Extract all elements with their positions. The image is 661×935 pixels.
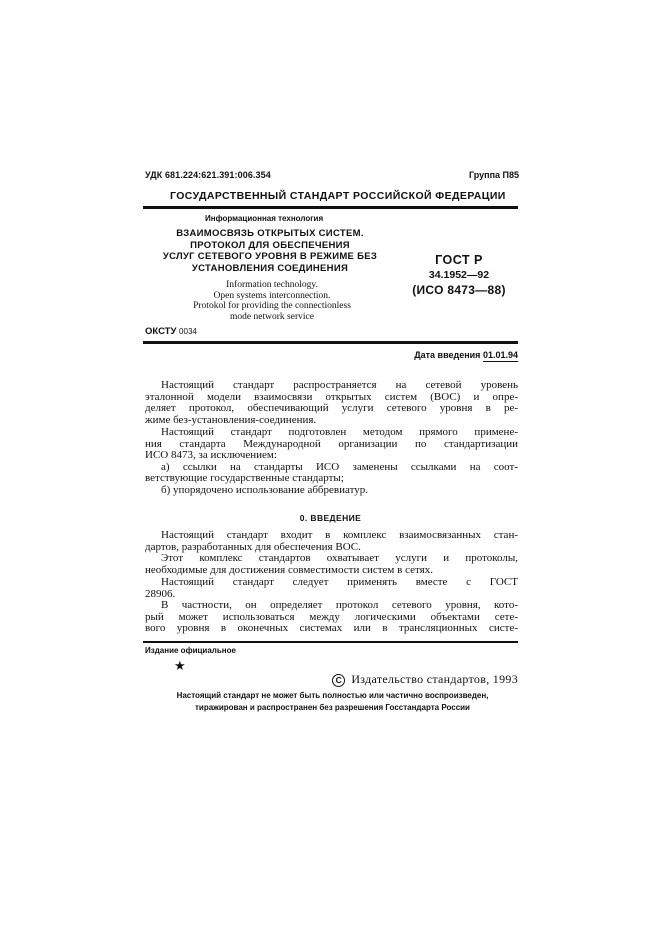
paragraph-preparation [145,427,518,497]
text-line: В частности, он определяет протокол сетевого уровня, кото- [161,599,518,612]
intro-date-value: 01.01.94 [482,350,518,360]
list-item-b: б) упорядочено использование аббревиатур. [161,483,369,496]
title-ru-line: ВЗАИМОСВЯЗЬ ОТКРЫТЫХ СИСТЕМ. [176,228,364,239]
copyright-text: Издательство стандартов, 1993 [351,672,518,686]
gost-number: 34.1952—92 [428,269,490,281]
title-ru-line: УСТАНОВЛЕНИЯ СОЕДИНЕНИЯ [191,262,349,274]
paragraph-scope [145,380,518,426]
okstu-code [145,326,197,337]
text-line: 28906. [145,587,176,600]
official-edition-label: Издание официальное [145,646,236,655]
text-line: Настоящий стандарт следует применять вместе с ГОСТ [161,576,518,588]
title-en-line: Information technology. [226,280,318,290]
text-line: Настоящий стандарт подготовлен методом прямого примене- [161,426,518,438]
top-rule-divider [143,206,518,209]
title-en-line: mode network service [230,311,314,322]
notice-line: Настоящий стандарт не может быть полностью или частично воспроизведен, [176,691,489,700]
reproduction-notice [140,690,525,713]
title-en-line: Protokol for providing the connectionless [193,301,351,311]
text-line: жиме без-установления-соединения. [145,413,317,426]
gost-label: ГОСТ Р [435,253,483,267]
text-line: вого уровня в оконечных системах или в трансляционных систе- [145,622,518,635]
paragraph-usage [145,577,518,635]
star-icon: ★ [174,659,186,674]
title-ru-line: УСЛУГ СЕТЕВОГО УРОВНЯ В РЕЖИМЕ БЕЗ [162,251,378,262]
gost-designation [400,253,518,298]
intro-date [414,350,518,360]
text-line: необходимые для достижения совместимости систем в сетях. [145,563,433,576]
text-line: Этот комплекс стандартов охватывает услуги и протоколы, [161,552,518,565]
text-line: эталонной модели взаимосвязи открытых систем (ВОС) и опре- [145,390,518,403]
text-line: ния стандарта Международной организации по стандартизации [145,437,518,450]
copyright-line [332,672,518,687]
text-line: ИСО 8473, за исключением: [145,449,277,462]
paragraph-introduction [145,530,518,576]
text-line: деляет протокол, обеспечивающий услуги сетевого уровня в ре- [145,402,518,415]
okstu-label: ОКСТУ [145,326,177,337]
notice-line: тиражирован и распространен без разрешения Госстандарта России [195,702,470,712]
iso-reference: (ИСО 8473—88) [412,283,506,297]
intro-date-label: Дата введения [414,350,481,360]
section-heading-introduction: 0. ВВЕДЕНИЕ [299,513,362,523]
group-code: Группа П85 [468,170,519,180]
copyright-icon: C [332,674,345,687]
text-line: рый может использоваться между логическими объектами сете- [145,610,518,623]
text-line: ветствующие государственные стандарты; [145,472,344,485]
title-en [162,280,382,322]
text-line: Настоящий стандарт входит в комплекс взаимосвязанных стан- [161,529,518,541]
text-line: дартов, разработанных для обеспечения ВОС. [145,540,361,553]
title-en-line: Open systems interconnection. [213,290,331,301]
bottom-rule-divider [143,641,518,643]
okstu-value: 0034 [179,327,197,336]
udk-code: УДК 681.224:621.391:006.354 [145,170,271,180]
title-ru [160,228,380,274]
text-line: Настоящий стандарт распространяется на сетевой уровень [161,379,518,391]
title-ru-line: ПРОТОКОЛ ДЛЯ ОБЕСПЕЧЕНИЯ [190,239,350,251]
middle-rule-divider [143,341,518,344]
list-item-a: а) ссылки на стандарты ИСО заменены ссылками на соот- [161,460,518,473]
category-label: Информационная технология [205,214,324,223]
state-standard-heading: ГОСУДАРСТВЕННЫЙ СТАНДАРТ РОССИЙСКОЙ ФЕДЕРАЦИИ [170,190,506,202]
